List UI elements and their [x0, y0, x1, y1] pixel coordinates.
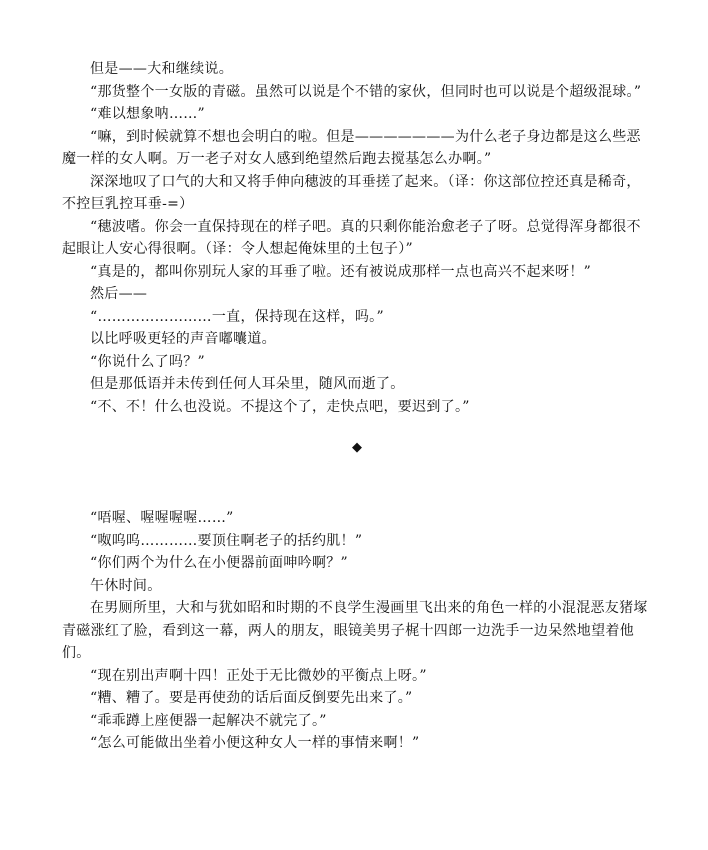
section-1	[62, 58, 652, 418]
paragraph: 但是——大和继续说。	[90, 61, 233, 77]
paragraph: “真是的，都叫你别玩人家的耳垂了啦。还有被说成那样一点也高兴不起来呀！”	[90, 263, 592, 280]
paragraph: “怎么可能做出坐着小便这种女人一样的事情来啊！”	[90, 735, 420, 751]
paragraph: “……………………一直，保持现在这样，吗。”	[90, 308, 384, 325]
paragraph: 以比呼吸更轻的声音嘟囔道。	[90, 331, 276, 347]
paragraph: “不、不！什么也没说。不提这个了，走快点吧，要迟到了。”	[90, 398, 470, 415]
paragraph: 深深地叹了口气的大和又将手伸向穗波的耳垂搓了起来。（译：你这部位控还真是稀奇，不控巨乳控耳垂-=）	[62, 173, 641, 212]
paragraph: “现在别出声啊十四！正处于无比微妙的平衡点上呀。”	[90, 667, 427, 684]
paragraph: 然后——	[90, 286, 148, 302]
paragraph: 但是那低语并未传到任何人耳朵里，随风而逝了。	[90, 376, 405, 392]
section-2	[62, 507, 652, 755]
paragraph: “你说什么了吗？”	[90, 353, 206, 370]
paragraph: 在男厕所里，大和与犹如昭和时期的不良学生漫画里飞出来的角色一样的小混混恶友猪塚青磁涨红了脸，看到这一幕，两人的朋友，眼镜美男子梶十四郎一边洗手一边呆然地望着他们。	[62, 600, 648, 661]
paragraph: “嘛，到时候就算不想也会明白的啦。但是———————为什么老子身边都是这么些恶魔一样的女人啊。万一老子对女人感到绝望然后跑去搅基怎么办啊。”	[62, 128, 641, 167]
paragraph: “穗波嗜。你会一直保持现在的样子吧。真的只剩你能治愈老子了呀。总觉得浑身都很不起眼让人安心得很啊。（译：令人想起俺妹里的土包子）”	[62, 218, 641, 257]
paragraph: “你们两个为什么在小便器前面呻吟啊？”	[90, 555, 349, 571]
paragraph: “那货整个一女版的青磁。虽然可以说是个不错的家伙，但同时也可以说是个超级混球。”	[90, 83, 642, 100]
paragraph: “乖乖蹲上座便器一起解决不就完了。”	[90, 712, 327, 729]
paragraph: 午休时间。	[90, 577, 162, 594]
document-page	[62, 58, 652, 755]
paragraph: “唔喔、喔喔喔喔……”	[90, 510, 234, 526]
paragraph: “呶呜呜…………要顶住啊老子的括约肌！”	[90, 532, 363, 549]
section-separator-diamond-icon: ◆	[352, 440, 362, 455]
paragraph: “糟、糟了。要是再使劲的话后面反倒要先出来了。”	[90, 690, 413, 706]
paragraph: “难以想象呐……”	[90, 106, 206, 122]
